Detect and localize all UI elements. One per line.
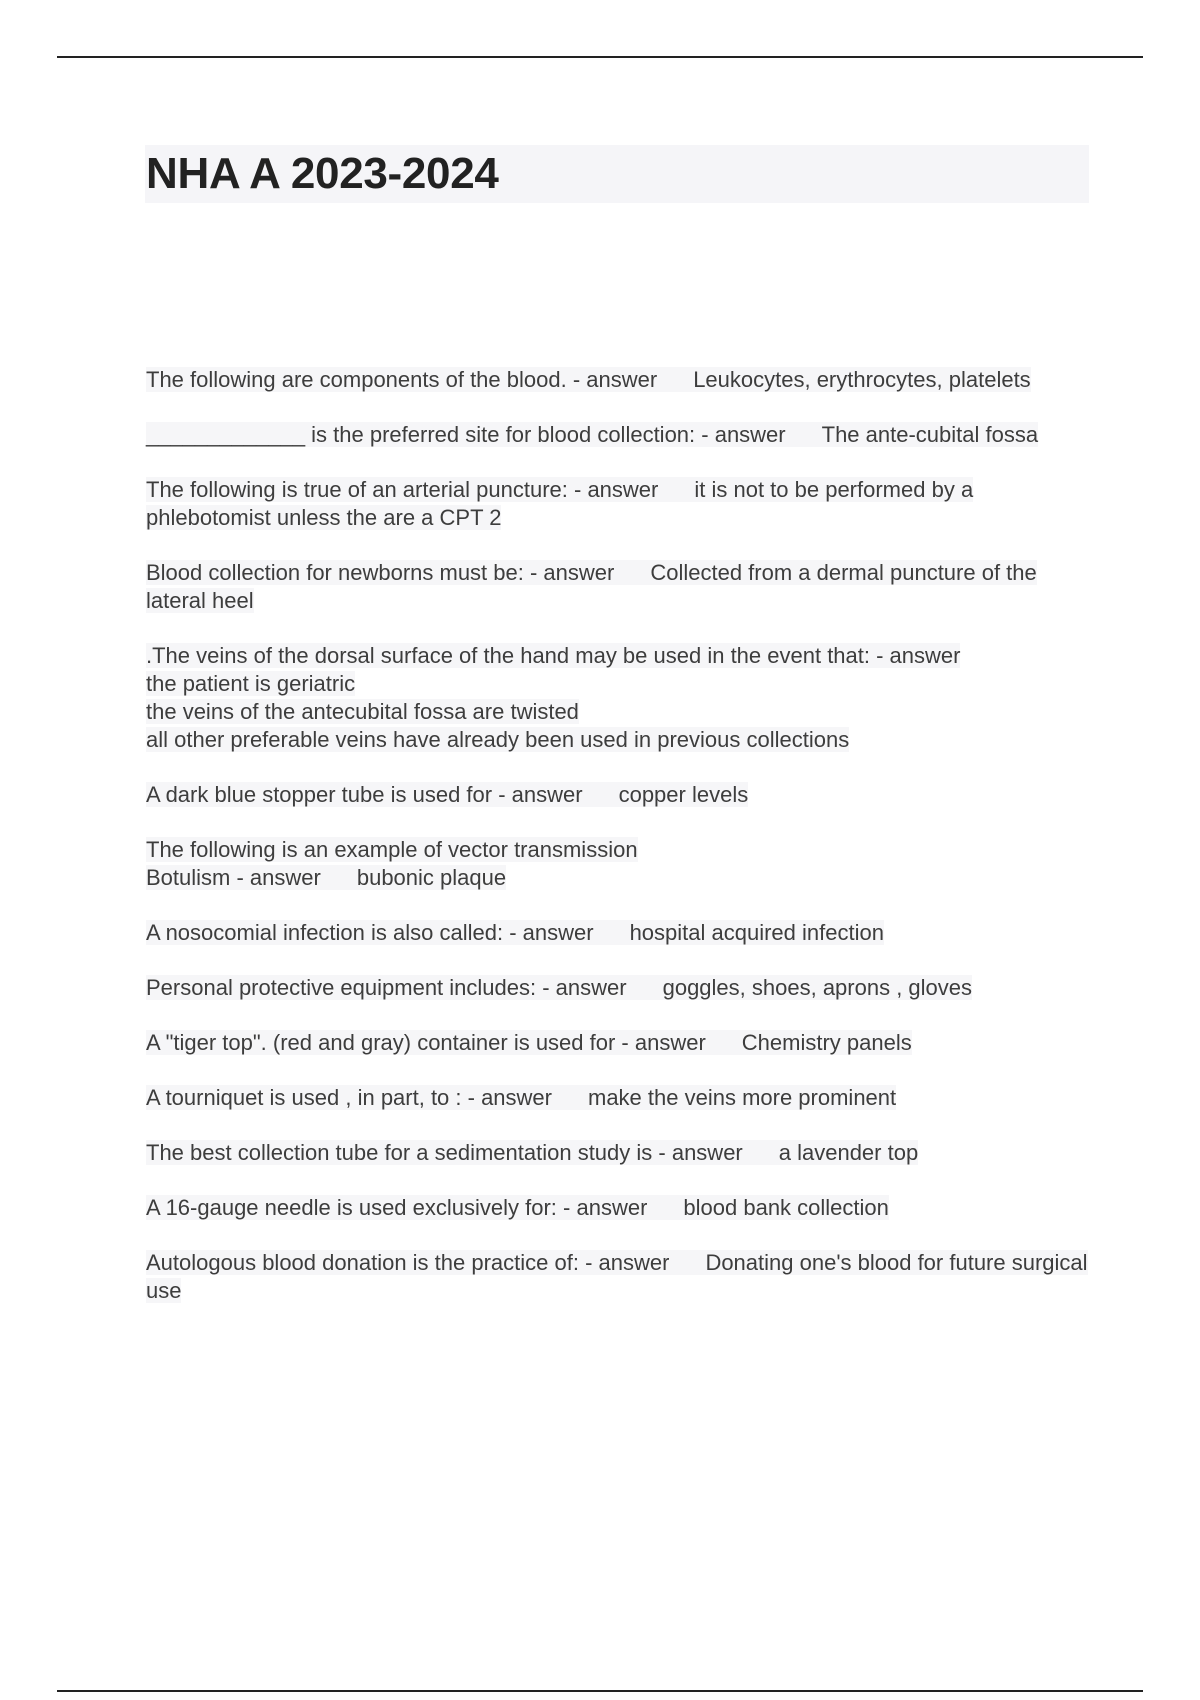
question-text: A dark blue stopper tube is used for - answer [146, 782, 583, 807]
answer-text: goggles, shoes, aprons , gloves [627, 975, 972, 1000]
qa-item [146, 836, 1096, 892]
answer-text: Donating one's blood for future surgical use [146, 1250, 1088, 1303]
question-text: The best collection tube for a sedimentation study is - answer [146, 1140, 743, 1165]
question-text: Blood collection for newborns must be: - answer [146, 560, 615, 585]
qa-item [146, 642, 1096, 754]
question-text: The following is an example of vector transmission [146, 837, 638, 862]
qa-item [146, 1139, 1096, 1167]
question-text: Botulism - answer [146, 865, 321, 890]
qa-item [146, 559, 1096, 615]
qa-item [146, 919, 1096, 947]
qa-item [146, 476, 1096, 532]
top-rule [57, 56, 1143, 58]
qa-item [146, 781, 1096, 809]
question-text: A 16-gauge needle is used exclusively for: - answer [146, 1195, 648, 1220]
qa-item [146, 366, 1096, 394]
answer-text: make the veins more prominent [552, 1085, 896, 1110]
question-text: A tourniquet is used , in part, to : - answer [146, 1085, 552, 1110]
answer-text: Chemistry panels [706, 1030, 912, 1055]
answer-text: it is not to be performed by a phlebotomist unless the are a CPT 2 [146, 477, 974, 530]
qa-item [146, 974, 1096, 1002]
qa-item [146, 1194, 1096, 1222]
answer-text: blood bank collection [647, 1195, 888, 1220]
question-text: The following is true of an arterial puncture: - answer [146, 477, 659, 502]
question-text: .The veins of the dorsal surface of the hand may be used in the event that: - answer [146, 643, 961, 668]
answer-text: The ante-cubital fossa [786, 422, 1038, 447]
qa-item [146, 421, 1096, 449]
qa-item [146, 1084, 1096, 1112]
answer-text: a lavender top [743, 1140, 918, 1165]
question-text: _____________ is the preferred site for blood collection: - answer [146, 422, 786, 447]
document-title: NHA A 2023-2024 [146, 149, 499, 198]
qa-list [146, 366, 1096, 1332]
question-text: A nosocomial infection is also called: - answer [146, 920, 594, 945]
bottom-rule [57, 1690, 1143, 1692]
answer-line: the veins of the antecubital fossa are twisted [146, 699, 579, 724]
answer-text: copper levels [583, 782, 749, 807]
question-text: Autologous blood donation is the practice of: - answer [146, 1250, 670, 1275]
answer-text: Leukocytes, erythrocytes, platelets [657, 367, 1031, 392]
question-text: The following are components of the blood. - answer [146, 367, 658, 392]
answer-text: hospital acquired infection [594, 920, 884, 945]
qa-item [146, 1029, 1096, 1057]
question-text: Personal protective equipment includes: - answer [146, 975, 627, 1000]
answer-text: Collected from a dermal puncture of the lateral heel [146, 560, 1037, 613]
question-text: A "tiger top". (red and gray) container is used for - answer [146, 1030, 706, 1055]
answer-line: the patient is geriatric [146, 671, 356, 696]
answer-line: all other preferable veins have already been used in previous collections [146, 727, 850, 752]
answer-text: bubonic plaque [321, 865, 506, 890]
qa-item [146, 1249, 1096, 1305]
